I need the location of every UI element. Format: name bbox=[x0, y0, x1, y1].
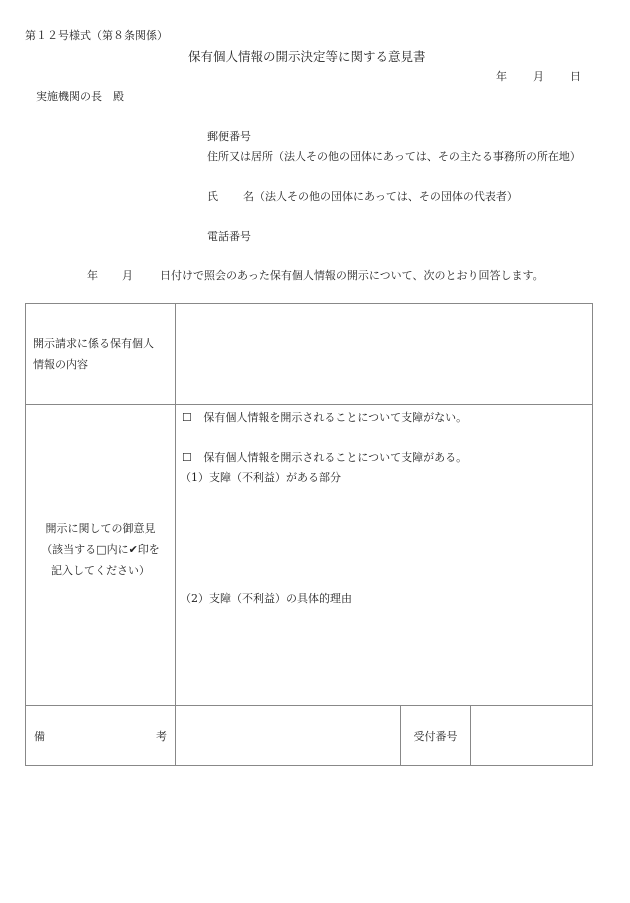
hindrance-part-field[interactable] bbox=[180, 489, 588, 587]
checkbox-icon[interactable]: ☐ bbox=[182, 411, 192, 424]
info-content-label-line1: 開示請求に係る保有個人 bbox=[33, 337, 154, 350]
info-content-field[interactable] bbox=[176, 304, 593, 405]
opinion-label-line2: （該当する□内に✔印を bbox=[41, 542, 160, 556]
option-no-hindrance[interactable] bbox=[182, 409, 467, 425]
table-row-remarks bbox=[26, 706, 593, 766]
form-number: 第１２号様式（第８条関係） bbox=[25, 29, 168, 42]
option-hindrance-label: 保有個人情報を開示されることについて支障がある。 bbox=[203, 451, 468, 464]
opinion-label-line3: 記入してください） bbox=[51, 563, 150, 577]
opinion-label-cell bbox=[26, 405, 176, 706]
date-month-label: 月 bbox=[533, 70, 544, 83]
intro-month: 月 bbox=[122, 269, 133, 282]
addressee: 実施機関の長 殿 bbox=[36, 90, 124, 103]
hindrance-reason-field[interactable] bbox=[180, 610, 588, 700]
checkbox-icon[interactable]: ☐ bbox=[182, 451, 192, 464]
receipt-number-field[interactable] bbox=[471, 706, 593, 766]
remarks-label-second: 考 bbox=[156, 729, 167, 743]
postal-code-label: 郵便番号 bbox=[207, 130, 251, 143]
option-no-hindrance-label: 保有個人情報を開示されることについて支障がない。 bbox=[203, 411, 468, 424]
hindrance-part-label: （1）支障（不利益）がある部分 bbox=[180, 471, 341, 484]
address-label: 住所又は居所（法人その他の団体にあっては、その主たる事務所の所在地） bbox=[207, 150, 581, 163]
opinion-label-line1: 開示に関しての御意見 bbox=[45, 521, 156, 535]
info-content-label-cell bbox=[26, 304, 176, 405]
opinion-table bbox=[25, 303, 593, 766]
remarks-label-first: 備 bbox=[34, 729, 45, 743]
name-label-rest: 名（法人その他の団体にあっては、その団体の代表者） bbox=[243, 190, 518, 203]
page-title: 保有個人情報の開示決定等に関する意見書 bbox=[188, 49, 426, 64]
option-hindrance[interactable] bbox=[182, 449, 467, 465]
table-row-info-content bbox=[26, 304, 593, 405]
intro-year: 年 bbox=[87, 269, 98, 282]
table-row-opinion bbox=[26, 405, 593, 706]
date-year-label: 年 bbox=[496, 70, 507, 83]
opinion-field bbox=[176, 405, 593, 706]
hindrance-reason-label: （2）支障（不利益）の具体的理由 bbox=[180, 592, 352, 605]
date-day-label: 日 bbox=[570, 70, 581, 83]
remarks-label-cell bbox=[26, 706, 176, 766]
intro-text: 日付けで照会のあった保有個人情報の開示について、次のとおり回答します。 bbox=[160, 269, 544, 282]
remarks-field[interactable] bbox=[176, 706, 401, 766]
info-content-label-line2: 情報の内容 bbox=[33, 358, 88, 371]
phone-label: 電話番号 bbox=[207, 230, 251, 243]
receipt-number-label-cell bbox=[401, 706, 471, 766]
receipt-number-label: 受付番号 bbox=[413, 729, 458, 743]
name-label-first: 氏 bbox=[207, 190, 218, 203]
